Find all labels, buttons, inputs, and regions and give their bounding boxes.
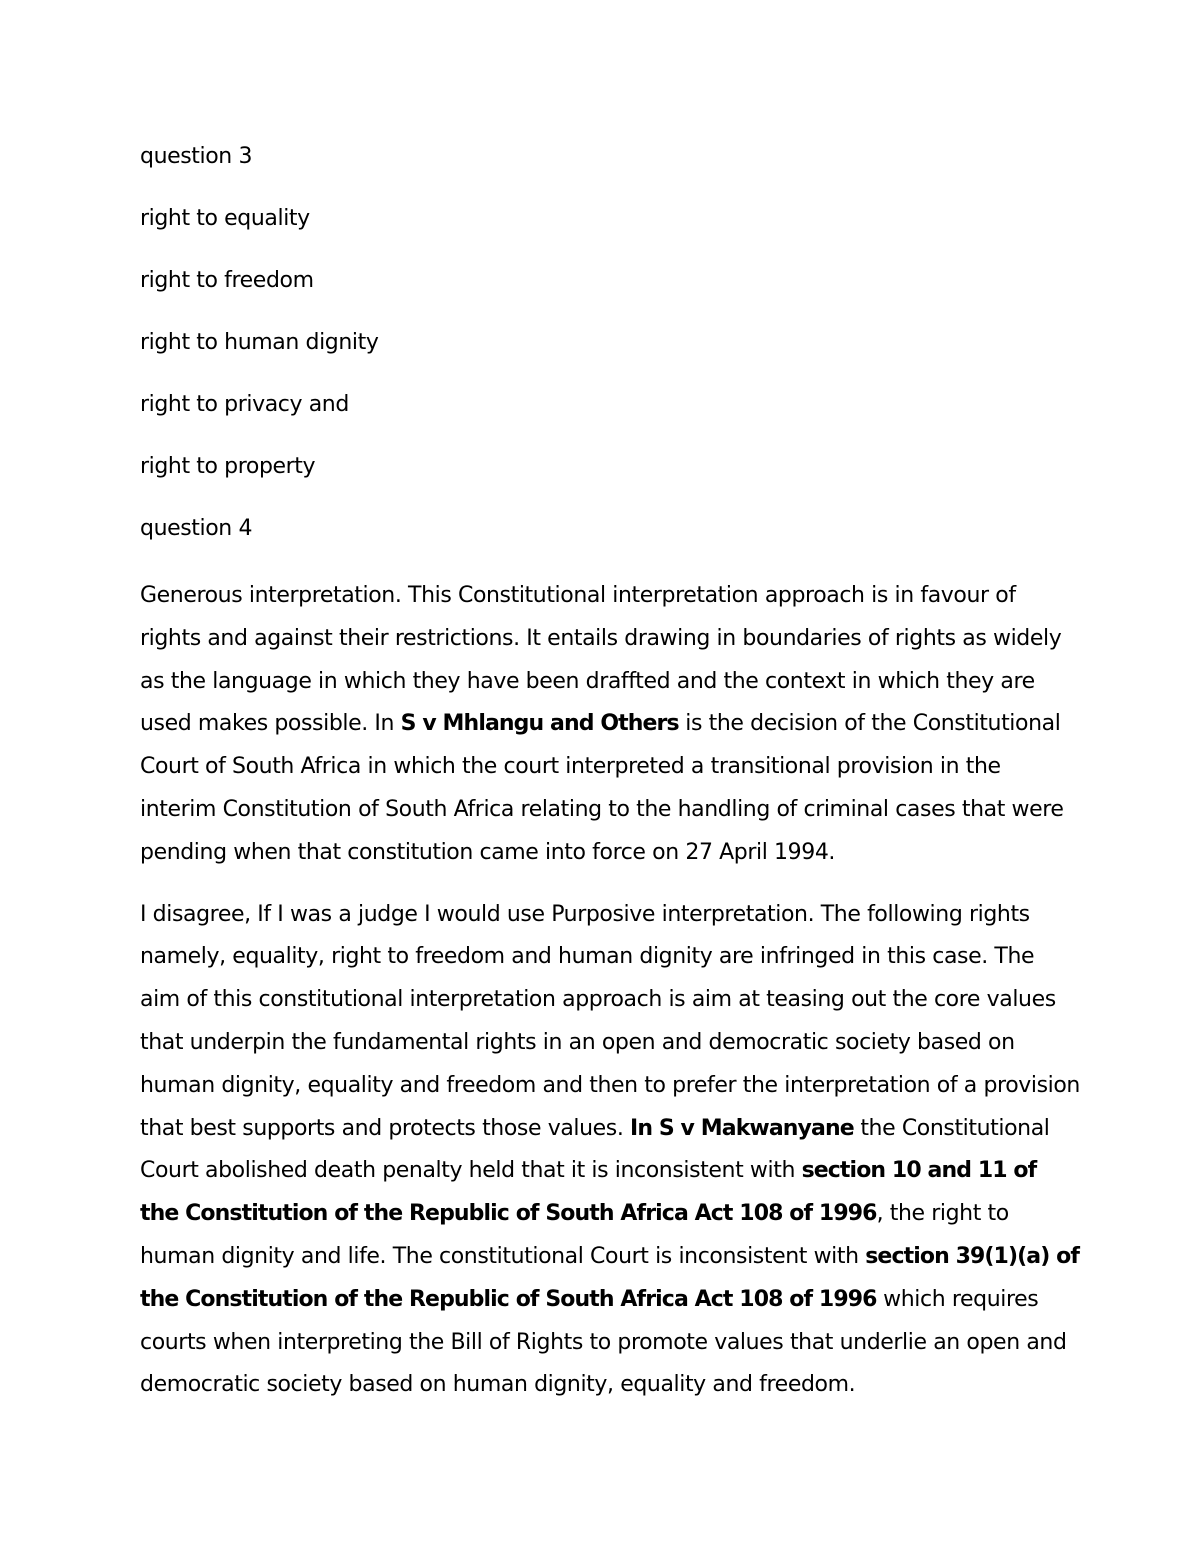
paragraph-text: I disagree, If I was a judge I would use Purposive interpretation. The following rights namely, equality, right to freedom and human dignity are infringed in this case. The aim of this constitutional interpretation approach is aim at teasing out the core values that underpin the fundamental rights in an open and democratic society based on human dignity, equality and freedom and then to prefer the interpretation of a provision that best supports and protects those values.	[140, 901, 1080, 1141]
heading-question-4: question 4	[140, 516, 253, 541]
document-body	[140, 141, 1080, 1407]
paragraph-text: , the right to human dignity and life. The constitutional Court is inconsistent with	[140, 1201, 1009, 1269]
paragraph-purposive-interpretation	[140, 894, 1080, 1408]
statute-reference-section-39: section 39(1)(a) of the Constitution of the Republic of South Africa Act 108 of 1996	[140, 1243, 1080, 1312]
heading-question-3: question 3	[140, 144, 253, 169]
list-item: right to property	[140, 454, 316, 479]
paragraph-generous-interpretation	[140, 575, 1080, 875]
list-item: right to equality	[140, 206, 310, 231]
list-item: right to freedom	[140, 268, 314, 293]
statute-reference-section-10-11: section 10 and 11 of the Constitution of the Republic of South Africa Act 108 of 1996	[140, 1158, 1037, 1227]
paragraph-text: is the decision of the Constitutional Court of South Africa in which the court interpreted a transitional provision in the interim Constitution of South Africa relating to the handling of criminal cases that were pending when that constitution came into force on 27 April 1994.	[140, 711, 1064, 865]
list-item: right to human dignity	[140, 330, 379, 355]
case-name-mhlangu: S v Mhlangu and Others	[400, 711, 679, 737]
paragraph-text: which requires courts when interpreting the Bill of Rights to promote values that underlie an open and democratic society based on human dignity, equality and freedom.	[140, 1286, 1067, 1398]
list-item: right to privacy and	[140, 392, 349, 417]
case-name-makwanyane: In S v Makwanyane	[630, 1115, 854, 1141]
paragraph-text: the Constitutional Court abolished death penalty held that it is inconsistent with	[140, 1115, 1050, 1184]
paragraph-text: Generous interpretation. This Constitutional interpretation approach is in favour of rights and against their restrictions. It entails drawing in boundaries of rights as widely as the language in which they have been draffted and the context in which they are used makes possible. In	[140, 583, 1062, 737]
